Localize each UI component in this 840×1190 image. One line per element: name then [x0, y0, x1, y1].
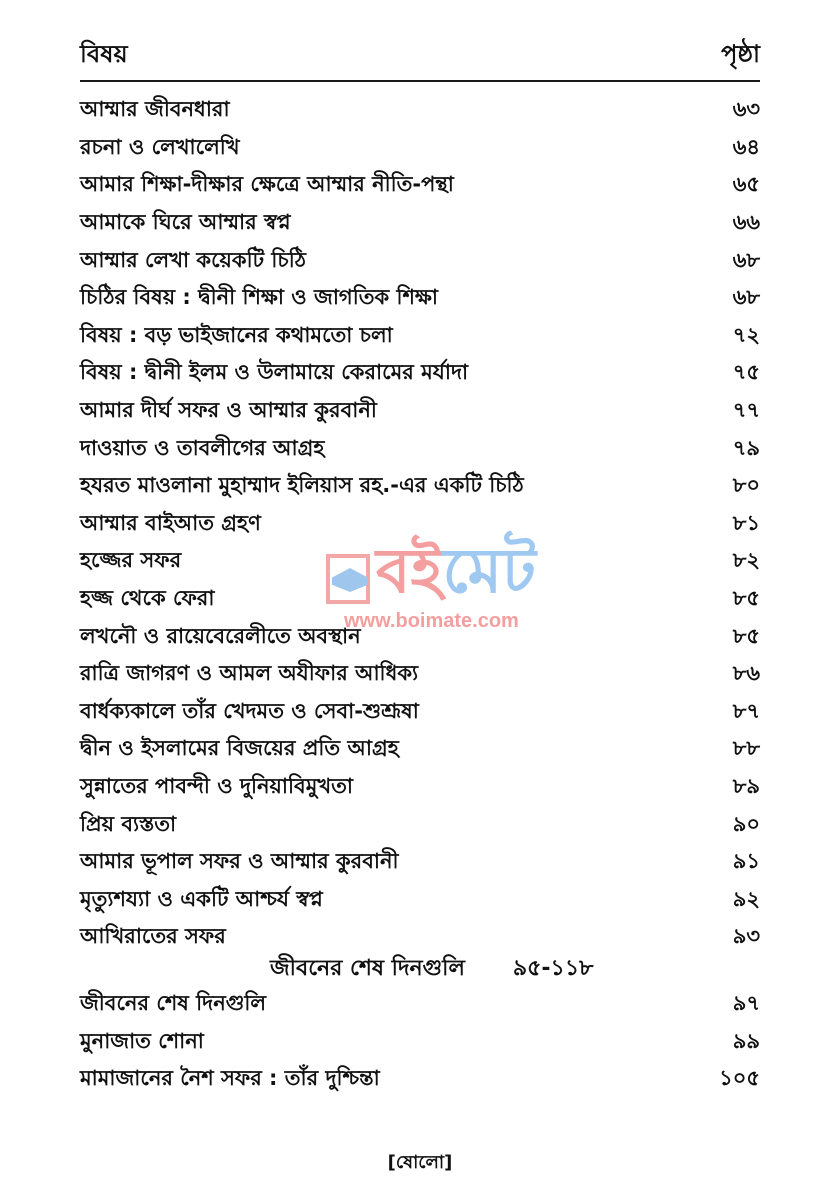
- entry-page: ৮৬: [732, 661, 760, 686]
- entry-title: প্রিয় ব্যস্ততা: [80, 811, 177, 836]
- entry-page: ৯৭: [732, 991, 760, 1016]
- toc-list: [80, 92, 760, 957]
- entry-title: দাওয়াত ও তাবলীগের আগ্রহ: [80, 435, 325, 460]
- toc-entry: [80, 280, 760, 318]
- toc-entry: [80, 468, 760, 506]
- toc-entry: [80, 393, 760, 431]
- page-column-label: পৃষ্ঠা: [721, 40, 760, 68]
- entry-title: মুনাজাত শোনা: [80, 1028, 204, 1053]
- entry-page: ৭২: [732, 322, 760, 347]
- entry-page: ৮৫: [732, 586, 760, 611]
- toc-entry: [80, 1061, 760, 1099]
- section-header: [270, 950, 593, 988]
- toc-entry: [80, 355, 760, 393]
- toc-entry: [80, 694, 760, 732]
- entry-page: ৯১: [732, 849, 760, 874]
- entry-page: ৯২: [732, 886, 760, 911]
- entry-page: ৭৯: [732, 435, 760, 460]
- entry-page: ৭৭: [732, 398, 760, 423]
- toc-entry: [80, 430, 760, 468]
- entry-title: আম্মার জীবনধারা: [80, 97, 230, 122]
- entry-title: আমার দীর্ঘ সফর ও আম্মার কুরবানী: [80, 398, 377, 423]
- entry-page: ৬৫: [732, 172, 760, 197]
- entry-title: রচনা ও লেখালেখি: [80, 134, 240, 159]
- toc-entry: [80, 769, 760, 807]
- entry-page: ৭৫: [732, 360, 760, 385]
- entry-title: চিঠির বিষয় : দ্বীনী শিক্ষা ও জাগতিক শিক্ষা: [80, 285, 438, 310]
- entry-title: বিষয় : দ্বীনী ইলম ও উলামায়ে কেরামের মর্যাদা: [80, 360, 469, 385]
- entry-title: বার্ধক্যকালে তাঁর খেদমত ও সেবা-শুশ্রূষা: [80, 698, 419, 723]
- entry-title: বিষয় : বড় ভাইজানের কথামতো চলা: [80, 322, 393, 347]
- entry-page: ১০৫: [719, 1066, 760, 1091]
- entry-page: ৬৮: [732, 285, 760, 310]
- entry-title: আমার শিক্ষা-দীক্ষার ক্ষেত্রে আম্মার নীতি-পন্থা: [80, 172, 454, 197]
- entry-page: ৯৩: [732, 924, 760, 949]
- entry-title: আম্মার লেখা কয়েকটি চিঠি: [80, 247, 306, 272]
- toc-entry: [80, 92, 760, 130]
- toc-entry: [80, 205, 760, 243]
- entry-title: দ্বীন ও ইসলামের বিজয়ের প্রতি আগ্রহ: [80, 736, 399, 761]
- toc-entry: [80, 581, 760, 619]
- toc-entry: [80, 731, 760, 769]
- entry-page: ৮০: [732, 473, 760, 498]
- toc-entry: [80, 844, 760, 882]
- section-toc-list: [80, 986, 760, 1099]
- toc-entry: [80, 618, 760, 656]
- section-page-range: ৯৫-১১৮: [512, 955, 594, 981]
- entry-page: ৮৫: [732, 623, 760, 648]
- header-divider: [80, 80, 760, 82]
- toc-entry: [80, 506, 760, 544]
- entry-page: ৮৯: [732, 773, 760, 798]
- entry-page: ৮৭: [732, 698, 760, 723]
- entry-title: মামাজানের নৈশ সফর : তাঁর দুশ্চিন্তা: [80, 1066, 380, 1091]
- entry-page: ৯০: [732, 811, 760, 836]
- entry-page: ৬৬: [732, 210, 760, 235]
- toc-entry: [80, 1024, 760, 1062]
- watermark-logo-part1: বই: [376, 534, 443, 607]
- watermark-url: www.boimate.com: [344, 610, 519, 632]
- toc-entry: [80, 318, 760, 356]
- toc-entry: [80, 986, 760, 1024]
- table-of-contents-page: [80, 0, 760, 1190]
- entry-page: ৮১: [732, 510, 760, 535]
- entry-title: হজ্জ থেকে ফেরা: [80, 586, 215, 611]
- toc-entry: [80, 881, 760, 919]
- watermark-logo-part2: মেট: [442, 534, 536, 607]
- page-number-footer: [ষোলো]: [387, 1152, 453, 1173]
- entry-page: ৯৯: [732, 1028, 760, 1053]
- toc-entry: [80, 167, 760, 205]
- entry-title: জীবনের শেষ দিনগুলি: [80, 991, 267, 1016]
- toc-entry: [80, 656, 760, 694]
- entry-page: ৮২: [732, 548, 760, 573]
- subject-column-label: বিষয়: [80, 40, 128, 68]
- toc-entry: [80, 130, 760, 168]
- entry-title: মৃত্যুশয্যা ও একটি আশ্চর্য স্বপ্ন: [80, 886, 323, 911]
- toc-entry: [80, 242, 760, 280]
- entry-title: লখনৌ ও রায়েবেরেলীতে অবস্থান: [80, 623, 361, 648]
- toc-header: [80, 40, 760, 76]
- entry-page: ৬৩: [732, 97, 760, 122]
- entry-title: আমাকে ঘিরে আম্মার স্বপ্ন: [80, 210, 291, 235]
- entry-title: আমার ভূপাল সফর ও আম্মার কুরবানী: [80, 849, 399, 874]
- entry-title: রাত্রি জাগরণ ও আমল অযীফার আধিক্য: [80, 661, 419, 686]
- entry-page: ৬৪: [732, 134, 760, 159]
- entry-title: আম্মার বাইআত গ্রহণ: [80, 510, 261, 535]
- entry-title: হজ্জের সফর: [80, 548, 182, 573]
- entry-title: সুন্নাতের পাবন্দী ও দুনিয়াবিমুখতা: [80, 773, 354, 798]
- entry-title: হযরত মাওলানা মুহাম্মাদ ইলিয়াস রহ.-এর একটি চিঠি: [80, 473, 524, 498]
- entry-page: ৮৮: [732, 736, 760, 761]
- entry-title: আখিরাতের সফর: [80, 924, 226, 949]
- toc-entry: [80, 806, 760, 844]
- section-title: জীবনের শেষ দিনগুলি: [270, 955, 465, 981]
- toc-entry: [80, 543, 760, 581]
- entry-page: ৬৮: [732, 247, 760, 272]
